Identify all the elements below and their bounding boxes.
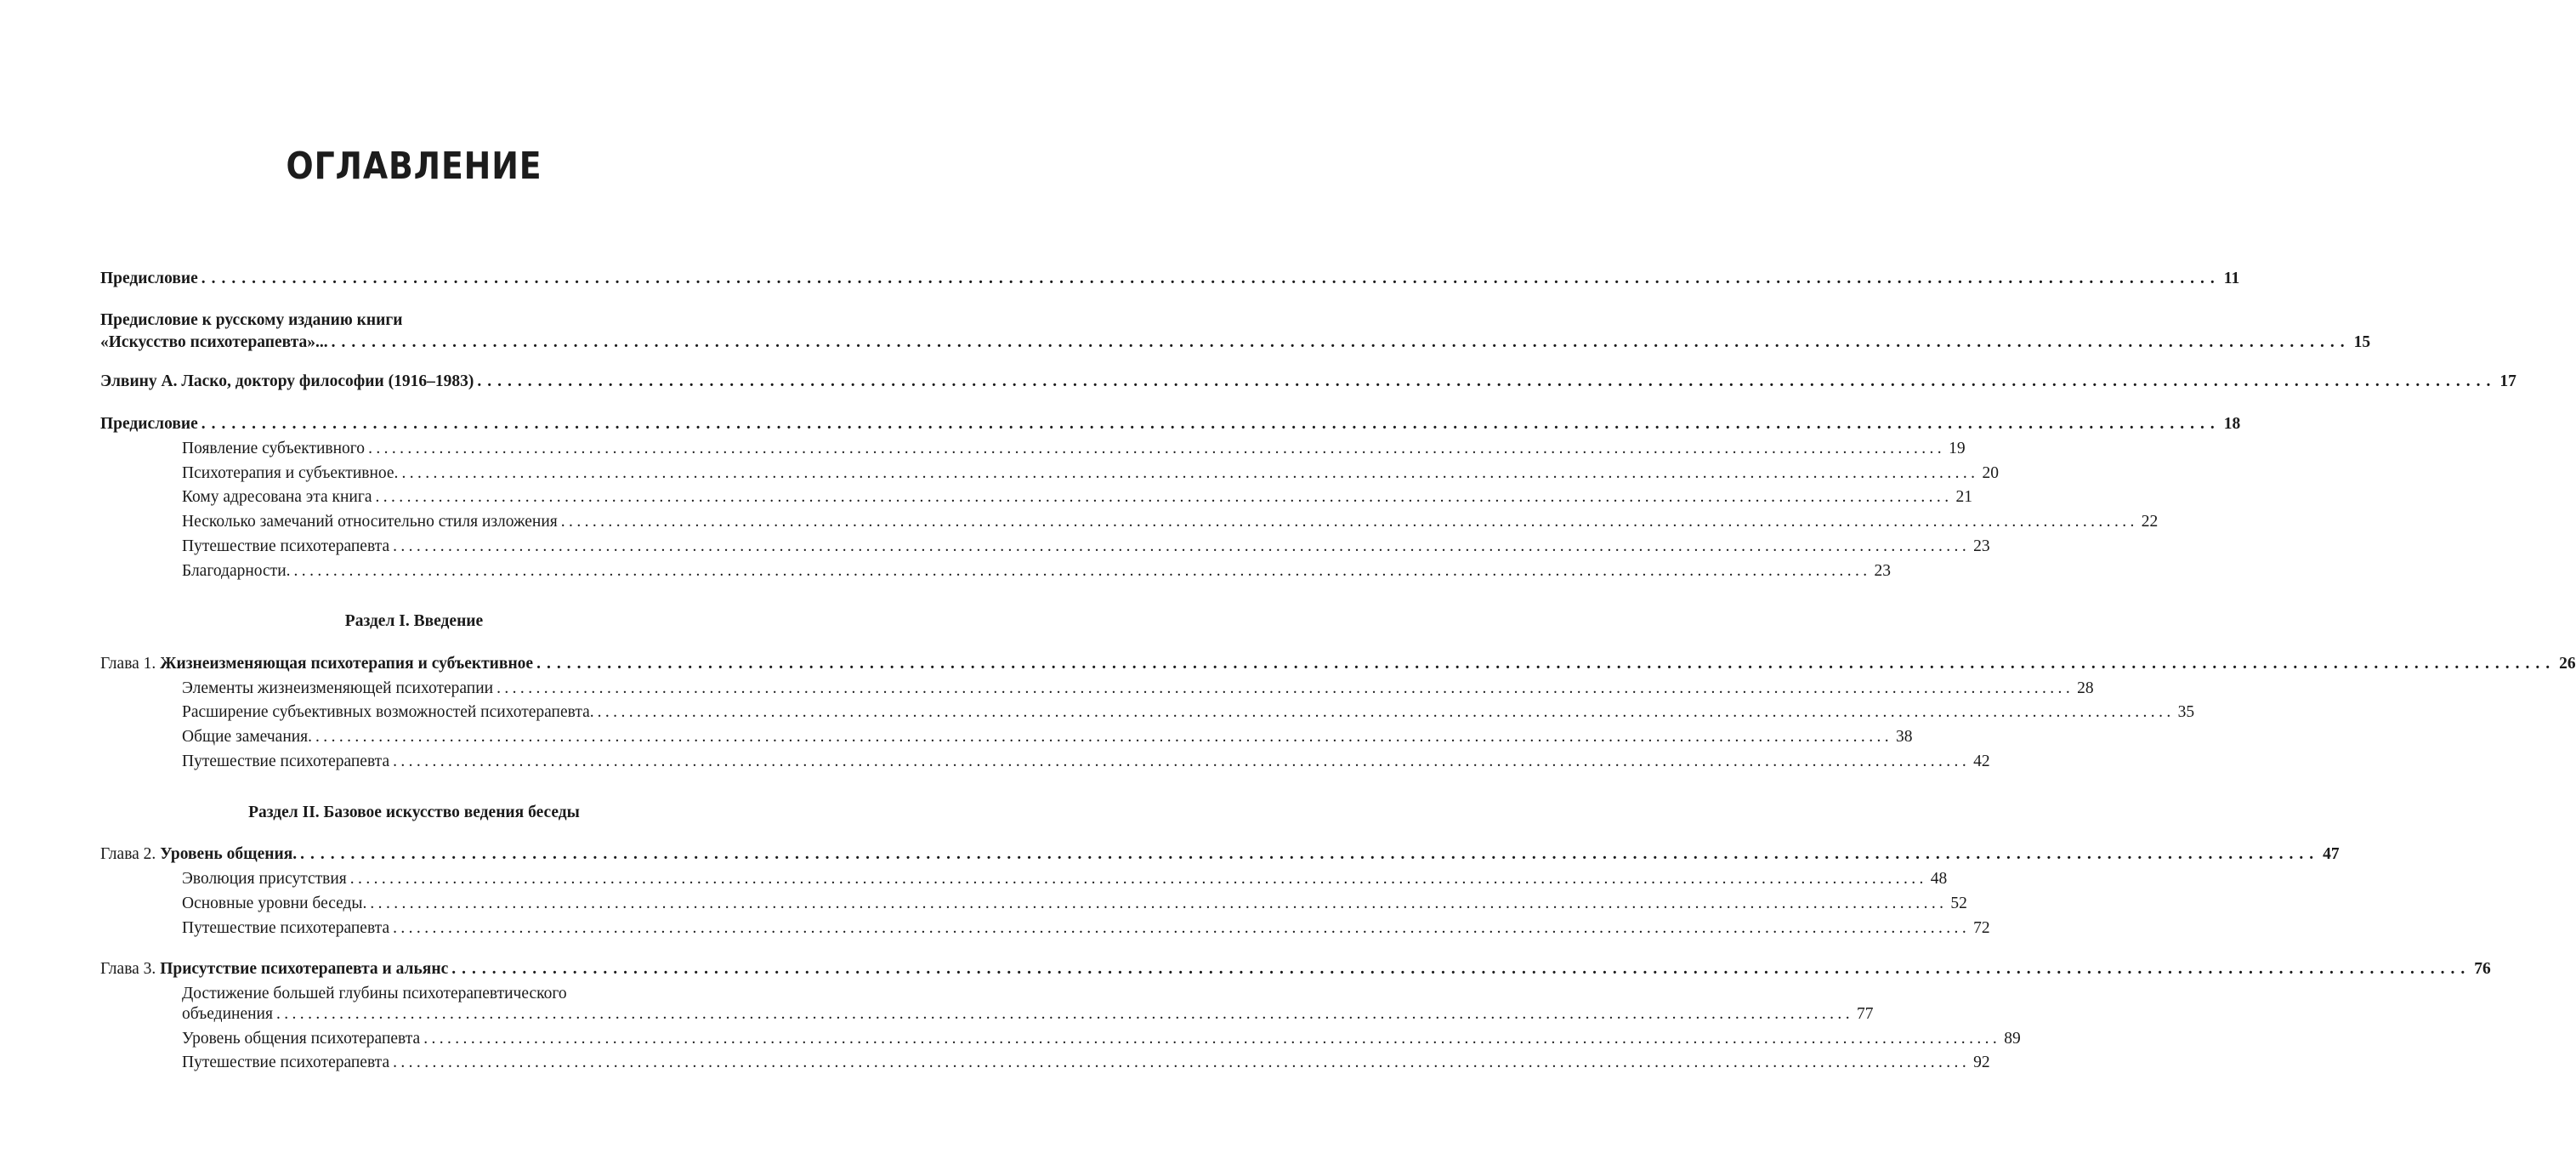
section-heading: Раздел II. Базовое искусство ведения беседы	[248, 804, 580, 821]
toc-entry-label: Путешествие психотерапевта	[182, 1054, 390, 1071]
toc-entry-label: Появление субъективного	[182, 440, 366, 457]
toc-entry-label-line1: Достижение большей глубины психотерапевтического	[182, 985, 567, 1002]
toc-entry-label: Предисловие	[100, 415, 198, 433]
leader-dots: ........................................................................................................................................................................................................	[368, 440, 1946, 457]
toc-entry-preface[interactable]	[100, 269, 2240, 289]
toc-subentry[interactable]	[182, 439, 1966, 459]
toc-page-number: 28	[2077, 679, 2094, 697]
toc-entry-label: Благодарности.	[182, 562, 291, 580]
toc-subentry[interactable]	[182, 512, 2159, 532]
leader-dots: ........................................................................................................................................................................................................	[201, 270, 2221, 287]
toc-chapter-1[interactable]	[100, 654, 2576, 674]
toc-entry-label-line1: Предисловие к русскому изданию книги	[100, 311, 403, 329]
toc-page-number: 15	[2353, 333, 2371, 351]
toc-page-number: 17	[2499, 372, 2516, 390]
chapter-title: Уровень общения.	[160, 845, 298, 863]
toc-subentry[interactable]	[182, 679, 2094, 699]
section-heading: Раздел I. Введение	[344, 612, 484, 630]
chapter-prefix: Глава 1.	[100, 655, 156, 673]
toc-page-number: 47	[2323, 845, 2340, 863]
leader-dots: ........................................................................................................................................................................................................	[375, 488, 1953, 506]
toc-subentry[interactable]	[182, 894, 1967, 914]
toc-subentry[interactable]	[182, 702, 2195, 723]
toc-entry-label: Путешествие психотерапевта	[182, 753, 390, 770]
toc-page-number: 22	[2141, 513, 2159, 531]
toc-subentry[interactable]	[182, 537, 1990, 557]
toc-page-number: 19	[1949, 440, 1966, 457]
toc-page-number: 77	[1856, 1005, 1874, 1023]
toc-entry-label	[100, 959, 448, 980]
toc-page-number: 23	[1874, 562, 1892, 580]
leader-dots: ........................................................................................................................................................................................................	[275, 1005, 1853, 1023]
page-title: ОГЛАВЛЕНИЕ	[286, 145, 542, 188]
toc-chapter-2[interactable]	[100, 844, 2340, 865]
toc-page-number: 89	[2004, 1030, 2021, 1048]
toc-page-number: 21	[1955, 488, 1972, 506]
toc-entry-label: Расширение субъективных возможностей психотерапевта.	[182, 703, 594, 721]
leader-dots: ........................................................................................................................................................................................................	[477, 372, 2497, 390]
toc-subentry[interactable]	[182, 1004, 1874, 1025]
toc-page-number: 48	[1930, 870, 1948, 888]
toc-page-number: 23	[1973, 537, 1990, 555]
leader-dots: ........................................................................................................................................................................................................	[293, 562, 1871, 580]
toc-subentry[interactable]	[182, 1029, 2021, 1049]
toc-page-number: 72	[1973, 919, 1990, 937]
toc-entry-label: Элвину А. Ласко, доктору философии (1916–1983)	[100, 372, 474, 390]
toc-page-number: 38	[1896, 728, 1913, 746]
toc-subentry[interactable]	[182, 869, 1948, 889]
toc-entry-dedication[interactable]	[100, 372, 2516, 392]
toc-entry-label: Путешествие психотерапевта	[182, 537, 390, 555]
leader-dots: ........................................................................................................................................................................................................	[536, 655, 2556, 673]
toc-entry-label: Эволюция присутствия	[182, 870, 347, 888]
toc-entry-label: «Искусство психотерапевта»...	[100, 333, 328, 351]
toc-page-number: 52	[1950, 895, 1967, 912]
leader-dots: ........................................................................................................................................................................................................	[560, 513, 2138, 531]
toc-page-number: 26	[2559, 655, 2576, 673]
toc-entry-label: Элементы жизнеизменяющей психотерапии	[182, 679, 494, 697]
toc-entry-label: Психотерапия и субъективное.	[182, 464, 399, 482]
leader-dots: ........................................................................................................................................................................................................	[349, 870, 1927, 888]
toc-subentry[interactable]	[182, 752, 1990, 772]
chapter-title: Жизнеизменяющая психотерапия и субъективное	[160, 655, 534, 673]
toc-page-number: 35	[2177, 703, 2195, 721]
leader-dots: ........................................................................................................................................................................................................	[201, 415, 2221, 433]
leader-dots: ........................................................................................................................................................................................................	[597, 703, 2175, 721]
leader-dots: ........................................................................................................................................................................................................	[300, 845, 2320, 863]
toc-entry-preface-2[interactable]	[100, 414, 2241, 434]
toc-subentry[interactable]	[182, 1053, 1990, 1073]
toc-entry-label: Путешествие психотерапевта	[182, 919, 390, 937]
toc-subentry[interactable]	[182, 918, 1990, 939]
leader-dots: ........................................................................................................................................................................................................	[393, 753, 1971, 770]
leader-dots: ........................................................................................................................................................................................................	[393, 919, 1971, 937]
chapter-prefix: Глава 2.	[100, 845, 156, 863]
leader-dots: ........................................................................................................................................................................................................	[496, 679, 2074, 697]
leader-dots: ........................................................................................................................................................................................................	[423, 1030, 2001, 1048]
toc-entry-label: Несколько замечаний относительно стиля изложения	[182, 513, 558, 531]
toc-entry-label: Предисловие	[100, 270, 198, 287]
toc-subentry[interactable]	[182, 463, 1999, 484]
toc-entry-label: объединения	[182, 1005, 273, 1023]
toc-entry-label	[100, 654, 533, 674]
toc-page-number: 42	[1973, 753, 1990, 770]
toc-chapter-3[interactable]	[100, 959, 2491, 980]
chapter-title: Присутствие психотерапевта и альянс	[160, 960, 449, 978]
toc-subentry[interactable]	[182, 561, 1892, 582]
leader-dots: ........................................................................................................................................................................................................	[401, 464, 1979, 482]
toc-entry-label: Общие замечания.	[182, 728, 313, 746]
toc-entry-russian-preface[interactable]	[100, 332, 2371, 353]
toc-page-number: 92	[1973, 1054, 1990, 1071]
leader-dots: ........................................................................................................................................................................................................	[393, 537, 1971, 555]
toc-entry-label: Уровень общения психотерапевта	[182, 1030, 421, 1048]
leader-dots: ........................................................................................................................................................................................................	[393, 1054, 1971, 1071]
toc-subentry[interactable]	[182, 727, 1913, 747]
toc-entry-label: Основные уровни беседы.	[182, 895, 367, 912]
chapter-prefix: Глава 3.	[100, 960, 156, 978]
toc-page-number: 76	[2474, 960, 2491, 978]
leader-dots: ........................................................................................................................................................................................................	[451, 960, 2471, 978]
toc-entry-label	[100, 844, 297, 865]
toc-page-number: 18	[2223, 415, 2241, 433]
leader-dots: ........................................................................................................................................................................................................	[315, 728, 1893, 746]
toc-page-number: 20	[1982, 464, 1999, 482]
leader-dots: ........................................................................................................................................................................................................	[370, 895, 1948, 912]
toc-page-number: 11	[2223, 270, 2240, 287]
leader-dots: ........................................................................................................................................................................................................	[331, 333, 2351, 351]
toc-entry-label: Кому адресована эта книга	[182, 488, 372, 506]
toc-subentry[interactable]	[182, 487, 1972, 508]
